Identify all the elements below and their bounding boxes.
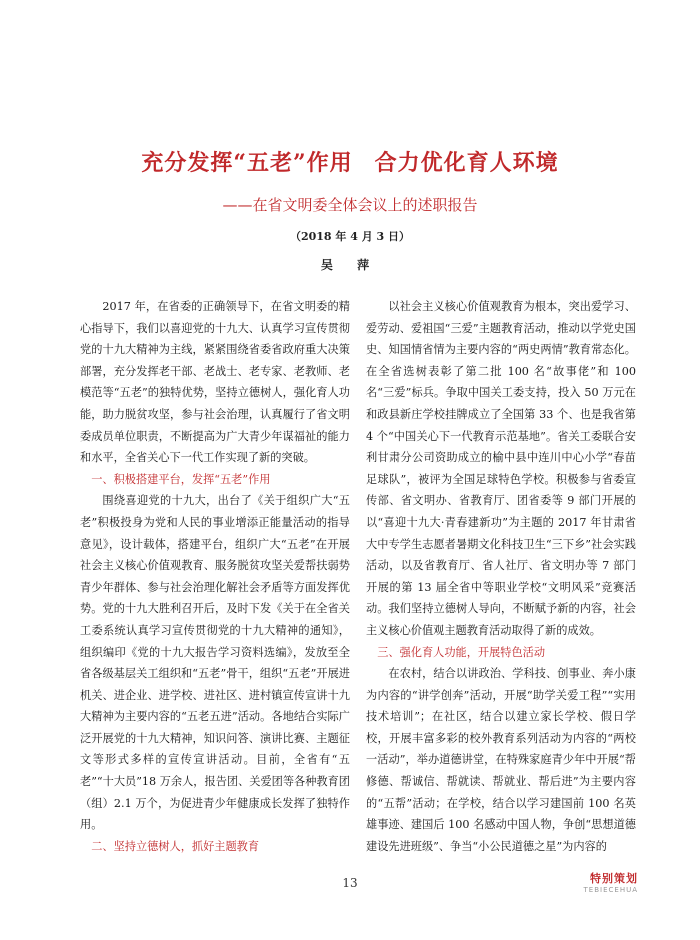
page-number: 13 xyxy=(342,876,358,890)
section-brand xyxy=(584,870,638,894)
section-heading-2: 二、坚持立德树人，抓好主题教育 xyxy=(91,839,260,853)
paragraph: 在农村，结合以讲政治、学科技、创事业、奔小康为内容的“讲学创奔”活动，开展“助学关爱工程”“实用技术培训”；在社区，结合以建立家长学校、假日学校，开展丰富多彩的校外教育系列活动为内容的“两校一活动”，举办道德讲堂，在特殊家庭青少年中开展“帮修德、帮诚信、帮就读、帮就业、帮后进”为主要内容的“五帮”活动；在学校，结合以学习建国前 100 名英雄事迹、建国后 100 名感动中国人物，争创“思想道德建设先进班级”、争当“小公民道德之星”为内容的 xyxy=(366,667,636,853)
right-column xyxy=(366,296,636,857)
title-part-1: 充分发挥“五老”作用 xyxy=(141,150,353,176)
brand-pinyin: TEBIECEHUA xyxy=(583,886,638,894)
section-heading-1: 一、积极搭建平台，发挥“五老”作用 xyxy=(91,472,271,486)
title-part-2: 合力优化育人环境 xyxy=(374,150,559,176)
article-title xyxy=(0,146,700,177)
paragraph: 围绕喜迎党的十九大，出台了《关于组织广大“五老”积极投身为党和人民的事业增添正能量活动的指导意见》，设计载体，搭建平台，组织广大“五老”在开展社会主义核心价值观教育、服务脱贫攻坚关爱帮扶弱势青少年群体、参与社会治理化解社会矛盾等方面发挥优势。党的十九大胜利召开后，及时下发《关于在全省关工委系统认真学习宣传贯彻党的十九大精神的通知》，组织编印《党的十九大报告学习资料选编》，发放至全省各级基层关工组织和“五老”骨干，组织“五老”开展进机关、进企业、进学校、进社区、进村镇宣传宣讲十九大精神为主要内容的“五老五进”活动。各地结合实际广泛开展党的十九大精神，知识问答、演讲比赛、主题征文等形式多样的宣传宣讲活动。目前，全省有“五老”“十大员”18 万余人，报告团、关爱团等各种教育团（组）2.1 万个，为促进青少年健康成长发挥了独特作用。 xyxy=(80,494,350,832)
section-heading-3: 三、强化育人功能，开展特色活动 xyxy=(377,645,546,659)
report-date: （2018 年 4 月 3 日） xyxy=(289,230,411,243)
paragraph: 以社会主义核心价值观教育为根本，突出爱学习、爱劳动、爱祖国“三爱”主题教育活动，推动以学党史国史、知国情省情为主要内容的“两史两情”教育常态化。在全省选树表彰了第二批 100 名“故事佬”和 100 名“三爱”标兵。争取中国关工委支持，投入 50 万元在和政县新庄学校挂牌成立了全国第 33 个、也是我省第 4 个“中国关心下一代教育示范基地”。省关工委联合安利甘肃分公司资助成立的榆中县中连川中心小学“春苗足球队”，被评为全国足球特色学校。积极参与省委宣传部、省文明办、省教育厅、团省委等 9 部门开展的以“喜迎十九大·青春建新功”为主题的 2017 年甘肃省大中专学生志愿者暑期文化科技卫生“三下乡”社会实践活动，以及省教育厅、省人社厅、省文明办等 7 部门开展的第 13 届全省中等职业学校“文明风采”竞赛活动。我们坚持立德树人导向，不断赋予新的内容，社会主义核心价值观主题教育活动取得了新的成效。 xyxy=(366,300,636,637)
article-subtitle: ——在省文明委全体会议上的述职报告 xyxy=(222,196,478,214)
paragraph: 2017 年，在省委的正确领导下，在省文明委的精心指导下，我们以喜迎党的十九大、认真学习宣传贯彻党的十九大精神为主线，紧紧围绕省委省政府重大决策部署，充分发挥老干部、老战士、老专家、老教师、老模范等“五老”的独特优势，坚持立德树人，强化育人功能，助力脱贫攻坚，参与社会治理，认真履行了省文明委成员单位职责，不断提高为广大青少年谋福祉的能力和水平，全省关心下一代工作实现了新的突破。 xyxy=(80,300,350,465)
brand-chinese: 特别策划 xyxy=(590,872,638,885)
author-name: 吴 萍 xyxy=(320,258,380,272)
left-column xyxy=(80,296,350,857)
